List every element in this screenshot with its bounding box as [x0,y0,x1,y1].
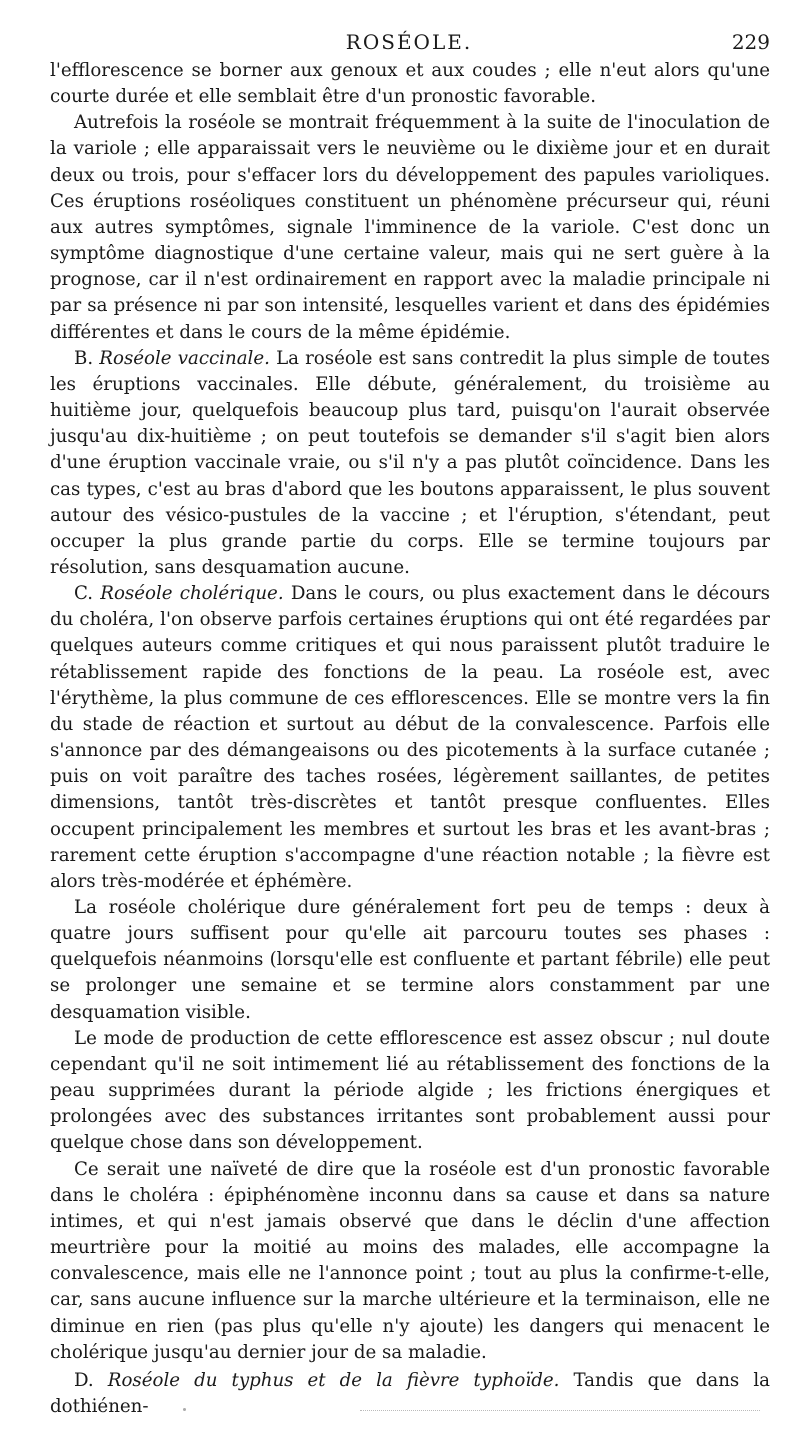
page-number: 229 [731,30,770,54]
body-text [50,58,770,1420]
running-head [48,26,770,56]
footer-mark [183,1408,186,1411]
section-label: D. [74,1369,94,1391]
paragraph-text: Autrefois la roséole se montrait fréquemment à la suite de l'inoculation de la variole ; elle apparaissait vers le neuvième ou le dixième jour et en durait deux ou trois, pour s'effacer lors du développement des papules varioliques. Ces éruptions roséoliques constituent un phénomène précurseur qui, réuni aux autres symptômes, signale l'imminence de la variole. C'est donc un symptôme diagnostique d'une certaine valeur, mais qui ne sert guère à la prognose, car il n'est ordinairement en rapport avec la maladie principale ni par sa présence ni par son intensité, lesquelles varient et dans des épidémies différentes et dans le cours de la même épidémie. [50,112,770,343]
section-b-paragraph [50,346,770,581]
paragraph-text: Tandis que dans la dothiénen- [50,1369,770,1417]
paragraph-vaccination-variole [50,110,770,345]
paragraph-mode-production [50,1026,770,1157]
paragraph-text: La roséole cholérique dure généralement fort peu de temps : deux à quatre jours suffisent pour qu'elle ait parcouru toutes ses phases : quelquefois néanmoins (lorsqu'elle est confluente et partant fébrile) elle peut se prolonger une semaine et se termine alors constamment par une desquamation visible. [50,897,770,1023]
section-subhead: Roséole du typhus et de la fièvre typhoïde. [107,1369,560,1391]
footer-rule [360,1410,760,1411]
paragraph-text: Le mode de production de cette efflorescence est assez obscur ; nul doute cependant qu'il ne soit intimement lié au rétablissement des fonctions de la peau supprimées durant la période algide ; les frictions énergiques et prolongées avec des substances irritantes sont probablement aussi pour quelque chose dans son développement. [50,1027,770,1154]
paragraph-duree [50,895,770,1026]
section-subhead: Roséole cholérique. [100,583,284,605]
paragraph-text: Ce serait une naïveté de dire que la roséole est d'un pronostic favorable dans le choléra : épiphénomène inconnu dans sa cause et dans sa nature intimes, et qui n'est jamais observé que dans le déclin d'une affection meurtrière pour la moitié au moins des malades, elle accompagne la convalescence, mais elle ne l'annonce point ; tout au plus la confirme-t-elle, car, sans aucune influence sur la marche ultérieure et la terminaison, elle ne diminue en rien (pas plus qu'elle n'y ajoute) les dangers qui menacent le cholérique jusqu'au dernier jour de sa maladie. [50,1158,770,1363]
paragraph-text: La roséole est sans contredit la plus simple de toutes les éruptions vaccinales. Elle débute, généralement, du troisième au huitième jour, quelquefois beaucoup plus tard, puisqu'on l'aurait observée jusqu'au dix-huitième ; on peut toutefois se demander s'il s'agit bien alors d'une éruption vaccinale vraie, ou s'il n'y a pas plutôt coïncidence. Dans les cas types, c'est au bras d'abord que les boutons apparaissent, le plus souvent autour des vésico-pustules de la vaccine ; et l'éruption, s'étendant, peut occuper la plus grande partie du corps. Elle se termine toujours par résolution, sans desquamation aucune. [50,347,770,578]
paragraph-pronostic [50,1157,770,1366]
section-subhead: Roséole vaccinale. [99,347,270,369]
section-label: C. [74,583,94,605]
section-label: B. [74,347,94,369]
section-c-paragraph [50,581,770,895]
running-title: ROSÉOLE. [345,30,473,54]
paragraph-continuation [50,58,770,110]
paragraph-text: Dans le cours, ou plus exactement dans le décours du choléra, l'on observe parfois certaines éruptions qui ont été regardées par quelques auteurs comme critiques et qui nous paraissent plutôt traduire le rétablissement rapide des fonctions de la peau. La roséole est, avec l'érythème, la plus commune de ces efflorescences. Elle se montre vers la fin du stade de réaction et surtout au début de la convalescence. Parfois elle s'annonce par des démangeaisons ou des picotements à la surface cutanée ; puis on voit paraître des taches rosées, légèrement saillantes, de petites dimensions, tantôt très-discrètes et tantôt presque confluentes. Elles occupent principalement les membres et surtout les bras et les avant-bras ; rarement cette éruption s'accompagne d'une réaction notable ; la fièvre est alors très-modérée et éphémère. [50,583,770,892]
section-d-paragraph [50,1368,770,1420]
paragraph-text: l'efflorescence se borner aux genoux et aux coudes ; elle n'eut alors qu'une courte durée et elle semblait être d'un pronostic favorable. [50,60,770,108]
